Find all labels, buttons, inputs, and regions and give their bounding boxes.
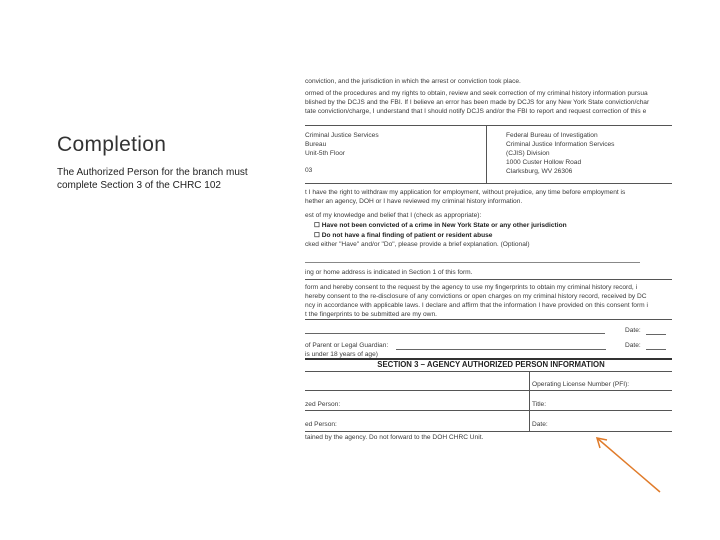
form-footer: tained by the agency. Do not forward to the DOH CHRC Unit. (305, 434, 484, 441)
operating-license-label: Operating License Number (PFI): (532, 381, 630, 388)
address-line: Bureau (305, 141, 327, 148)
address-line: Federal Bureau of Investigation (506, 132, 598, 139)
checkbox-option: ☐ Have not been convicted of a crime in New York State or any other jurisdiction (314, 222, 567, 229)
form-line: conviction, and the jurisdiction in which the arrest or conviction took place. (305, 78, 521, 85)
form-line: hereby consent to the re-disclosure of any convictions or open charges on my criminal history record, received by DC (305, 293, 647, 300)
address-line: Unit-5th Floor (305, 150, 345, 157)
form-line: t I have the right to withdraw my application for employment, without prejudice, any time before employment is (305, 189, 626, 196)
form-line: ncy in accordance with applicable laws. I declare and affirm that the information I have provided on this consent form i (305, 302, 648, 309)
date-label: Date: (532, 421, 548, 428)
address-line: (CJIS) Division (506, 150, 550, 157)
slide-title: Completion (57, 133, 167, 156)
section3-header: SECTION 3 – AGENCY AUTHORIZED PERSON INFORMATION (377, 360, 605, 369)
form-line: is under 18 years of age) (305, 351, 378, 358)
slide-body-text: The Authorized Person for the branch must complete Section 3 of the CHRC 102 (57, 167, 248, 191)
form-line: hether an agency, DOH or I have reviewed my criminal history information. (305, 198, 523, 205)
address-line: Criminal Justice Services (305, 132, 379, 139)
form-line: of Parent or Legal Guardian: (305, 342, 389, 349)
checkbox-option: ☐ Do not have a final finding of patient or resident abuse (314, 232, 493, 239)
form-line: blished by the DCJS and the FBI. If I believe an error has been made by DCJS for any New York State conviction/char (305, 99, 650, 106)
form-line: est of my knowledge and belief that I (check as appropriate): (305, 212, 482, 219)
date-label: Date: (625, 327, 641, 334)
form-line: ormed of the procedures and my rights to obtain, review and seek correction of my criminal history information pursua (305, 90, 648, 97)
address-line: 1000 Custer Hollow Road (506, 159, 582, 166)
form-line: tate conviction/charge, I understand that I should notify DCJS and/or the FBI to report and request correction of this e (305, 108, 647, 115)
authorized-person-label: zed Person: (305, 401, 341, 408)
form-line: ing or home address is indicated in Section 1 of this form. (305, 269, 473, 276)
title-label: Title: (532, 401, 547, 408)
form-line: form and hereby consent to the request by the agency to use my fingerprints to obtain my criminal history record, i (305, 284, 638, 291)
form-line: t the fingerprints to be submitted are my own. (305, 311, 437, 318)
address-line: Clarksburg, WV 26306 (506, 168, 573, 175)
address-line: Criminal Justice Information Services (506, 141, 615, 148)
form-line: cked either "Have" and/or "Do", please provide a brief explanation. (Optional) (305, 241, 530, 248)
authorized-person-signature-label: ed Person: (305, 421, 337, 428)
date-label: Date: (625, 342, 641, 349)
address-line: 03 (305, 167, 313, 174)
